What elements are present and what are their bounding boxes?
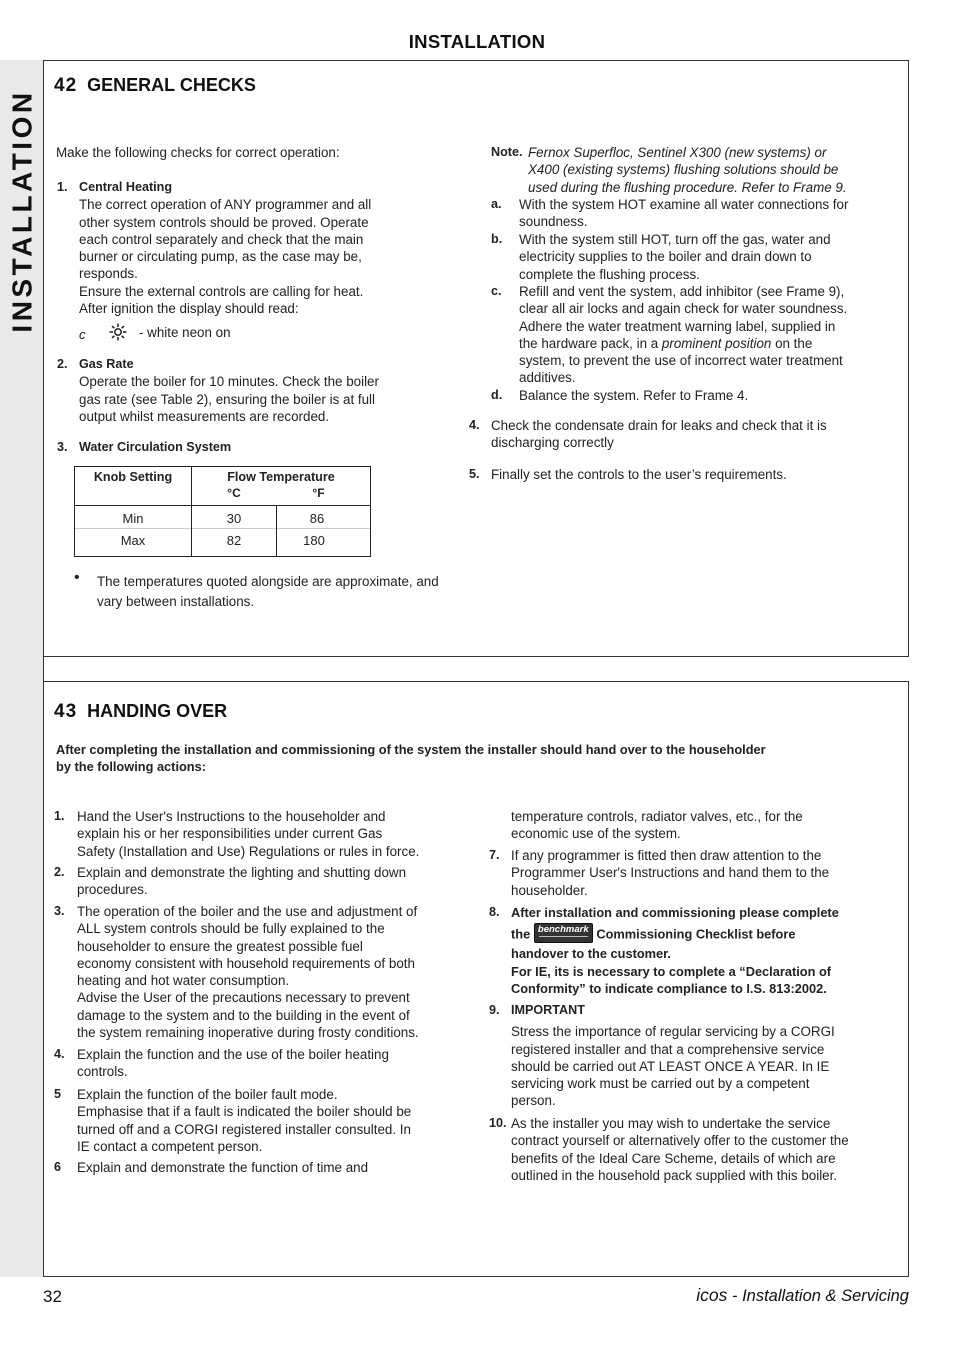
section-43-frame [44, 681, 909, 1277]
item-marker: 5. [469, 467, 480, 481]
bullet-icon: • [74, 569, 80, 586]
item-marker: b. [491, 232, 503, 246]
note-body [528, 144, 900, 196]
line: vary between installations. [97, 594, 255, 609]
line [511, 925, 901, 945]
item-marker: c. [491, 284, 502, 298]
line: Explain the function and the use of the boiler heating [77, 1047, 389, 1062]
line: registered installer and that a comprehensive service [511, 1041, 825, 1057]
line: The correct operation of ANY programmer and all [79, 197, 372, 213]
section-43-heading [54, 703, 227, 720]
line: Stress the importance of regular servicing by a CORGI [511, 1024, 835, 1040]
line: Programmer User's Instructions and hand them to the [511, 865, 830, 881]
display-readout [79, 324, 299, 344]
line: householder to ensure the greatest possible fuel [77, 938, 363, 954]
item-marker: 9. [489, 1003, 500, 1017]
line: additives. [519, 370, 576, 386]
line: If any programmer is fitted then draw attention to the [511, 848, 822, 863]
item-title: Water Circulation System [79, 440, 232, 454]
line: by the following actions: [56, 759, 207, 775]
section-42-frame [44, 60, 909, 657]
line: Advise the User of the precautions necessary to prevent [77, 990, 410, 1006]
line: person. [511, 1093, 556, 1109]
table-rule [75, 528, 370, 529]
display-text: - white neon on [139, 325, 231, 340]
item-title: IMPORTANT [511, 1003, 585, 1017]
side-label [0, 66, 44, 356]
line: Emphasise that if a fault is indicated the boiler should be [77, 1104, 412, 1120]
line: procedures. [77, 882, 148, 898]
temperature-note [97, 572, 487, 612]
table-cell-fahrenheit: 86 [309, 511, 325, 526]
text: the hardware pack, in a [519, 335, 662, 351]
line: For IE, its is necessary to complete a “Declaration of [511, 963, 832, 979]
page-number: 32 [43, 1287, 62, 1306]
line: contract yourself or alternatively offer to the customer the [511, 1133, 849, 1149]
line: clear all air locks and again check for water soundness. [519, 301, 848, 317]
table-header-flow-temperature: Flow Temperature [227, 470, 335, 484]
item-title: Central Heating [79, 180, 173, 194]
line: Operate the boiler for 10 minutes. Check the boiler [79, 374, 379, 390]
item-marker: 5 [54, 1087, 62, 1101]
line: IE contact a competent person. [77, 1138, 263, 1154]
line: temperature controls, radiator valves, etc., for the [511, 809, 803, 824]
line: controls. [77, 1064, 128, 1080]
item-marker: 3. [54, 904, 65, 918]
neon-light-icon [109, 323, 127, 341]
line: electricity supplies to the boiler and drain down to [519, 249, 812, 265]
line: Fernox Superfloc, Sentinel X300 (new systems) or [528, 145, 827, 160]
handover-item-6-continued [511, 808, 901, 843]
line: Conformity” to indicate compliance to I.S. 813:2002. [511, 980, 827, 996]
line: discharging correctly [491, 435, 614, 451]
table-cell-celsius: 82 [226, 533, 242, 548]
section-43-number: 43 [54, 701, 78, 722]
section-43-intro [56, 741, 901, 776]
line: Finally set the controls to the user’s requirements. [491, 467, 787, 482]
table-cell-celsius: 30 [226, 511, 242, 526]
side-label-text: INSTALLATION [6, 89, 38, 333]
line: The operation of the boiler and the use and adjustment of [77, 904, 418, 919]
item-marker: 3. [57, 440, 68, 454]
line: The temperatures quoted alongside are approximate, and [97, 574, 439, 589]
section-42-number: 42 [54, 75, 78, 96]
line: X400 (existing systems) flushing solutions should be [528, 162, 839, 178]
line: should be carried out AT LEAST ONCE A YEAR. In IE [511, 1058, 830, 1074]
line: Explain and demonstrate the function of time and [77, 1160, 369, 1175]
display-char: c [79, 327, 86, 342]
line: handover to the customer. [511, 946, 671, 962]
section-42-heading [54, 77, 256, 94]
section-42-title: GENERAL CHECKS [87, 75, 256, 95]
line: economic use of the system. [511, 826, 681, 842]
line: Safety (Installation and Use) Regulations or rules in force. [77, 843, 420, 859]
line: Hand the User's Instructions to the householder and [77, 809, 386, 824]
table-header-knob-setting: Knob Setting [93, 470, 173, 484]
line: householder. [511, 882, 588, 898]
item-title: Gas Rate [79, 357, 134, 371]
item-marker: 6 [54, 1160, 62, 1174]
footer-title [696, 1287, 909, 1305]
table-cell-fahrenheit: 180 [303, 533, 325, 548]
line: Balance the system. Refer to Frame 4. [519, 388, 749, 403]
line: After installation and commissioning please complete [511, 905, 839, 920]
item-marker: 7. [489, 848, 500, 862]
line: complete the flushing process. [519, 266, 700, 282]
logo-text: benchmark [537, 924, 589, 936]
line: With the system still HOT, turn off the gas, water and [519, 232, 831, 247]
page-header-title: INSTALLATION [408, 31, 546, 52]
item-marker: 8. [489, 905, 500, 919]
line: Explain and demonstrate the lighting and shutting down [77, 865, 407, 880]
item-marker: 2. [54, 865, 65, 879]
item-marker: 1. [54, 809, 65, 823]
footer-title-text: - Installation & Servicing [727, 1287, 909, 1305]
item-marker: 4. [54, 1047, 65, 1061]
line: After completing the installation and commissioning of the system the installer should hand over to the householder [56, 742, 766, 757]
line: Ensure the external controls are calling for heat. [79, 283, 364, 299]
table-unit-fahrenheit: °F [312, 486, 325, 500]
line: soundness. [519, 214, 588, 230]
line: output whilst measurements are recorded. [79, 408, 330, 424]
line: With the system HOT examine all water connections for [519, 197, 849, 212]
line: burner or circulating pump, as the case may be, [79, 249, 362, 265]
table-cell-setting: Min [122, 511, 144, 526]
line: each control separately and check that the main [79, 231, 364, 247]
line: other system controls should be proved. Operate [79, 214, 369, 230]
item-marker: d. [491, 388, 503, 402]
logo-underline [539, 936, 588, 940]
line [519, 335, 901, 352]
line: Adhere the water treatment warning label, supplied in [519, 318, 836, 334]
line: Check the condensate drain for leaks and check that it is [491, 418, 827, 433]
benchmark-logo [534, 923, 593, 943]
line: Refill and vent the system, add inhibitor (see Frame 9), [519, 284, 845, 299]
line: used during the flushing procedure. Refer to Frame 9. [528, 179, 847, 195]
line: explain his or her responsibilities under current Gas [77, 826, 383, 842]
line: system, to prevent the use of incorrect water treatment [519, 353, 843, 369]
line: the system remaining inoperative during frosty conditions. [77, 1025, 419, 1041]
line: Explain the function of the boiler fault mode. [77, 1087, 338, 1102]
line: economy consistent with household requirements of both [77, 955, 415, 971]
line: heating and hot water consumption. [77, 973, 290, 989]
brand-name: icos [696, 1285, 728, 1305]
table-unit-celsius: °C [227, 486, 241, 500]
item-marker: 1. [57, 180, 68, 194]
section-42-intro: Make the following checks for correct operation: [56, 145, 340, 160]
section-43-title: HANDING OVER [87, 701, 228, 721]
item-marker: 10. [489, 1116, 507, 1130]
emphasis: prominent position [661, 335, 772, 351]
text: on the [771, 335, 813, 351]
line: servicing work must be carried out by a competent [511, 1076, 810, 1092]
line: After ignition the display should read: [79, 301, 299, 317]
table-rule [75, 505, 370, 506]
line: responds. [79, 266, 138, 282]
line: outlined in the household pack supplied with this boiler. [511, 1167, 838, 1183]
line: As the installer you may wish to undertake the service [511, 1116, 831, 1131]
line: turned off and a CORGI registered installer consulted. In [77, 1121, 411, 1137]
line: ALL system controls should be fully explained to the [77, 921, 385, 937]
text: the [511, 926, 531, 942]
item-marker: 4. [469, 418, 480, 432]
text: Commissioning Checklist before [596, 926, 796, 942]
line: damage to the system and to the building in the event of [77, 1007, 410, 1023]
item-marker: 2. [57, 357, 68, 371]
table-cell-setting: Max [120, 533, 146, 548]
note-label: Note. [491, 145, 523, 159]
line: gas rate (see Table 2), ensuring the boiler is at full [79, 391, 375, 407]
item-marker: a. [491, 197, 502, 211]
line: benefits of the Ideal Care Scheme, details of which are [511, 1150, 836, 1166]
flow-temperature-table [74, 466, 371, 557]
